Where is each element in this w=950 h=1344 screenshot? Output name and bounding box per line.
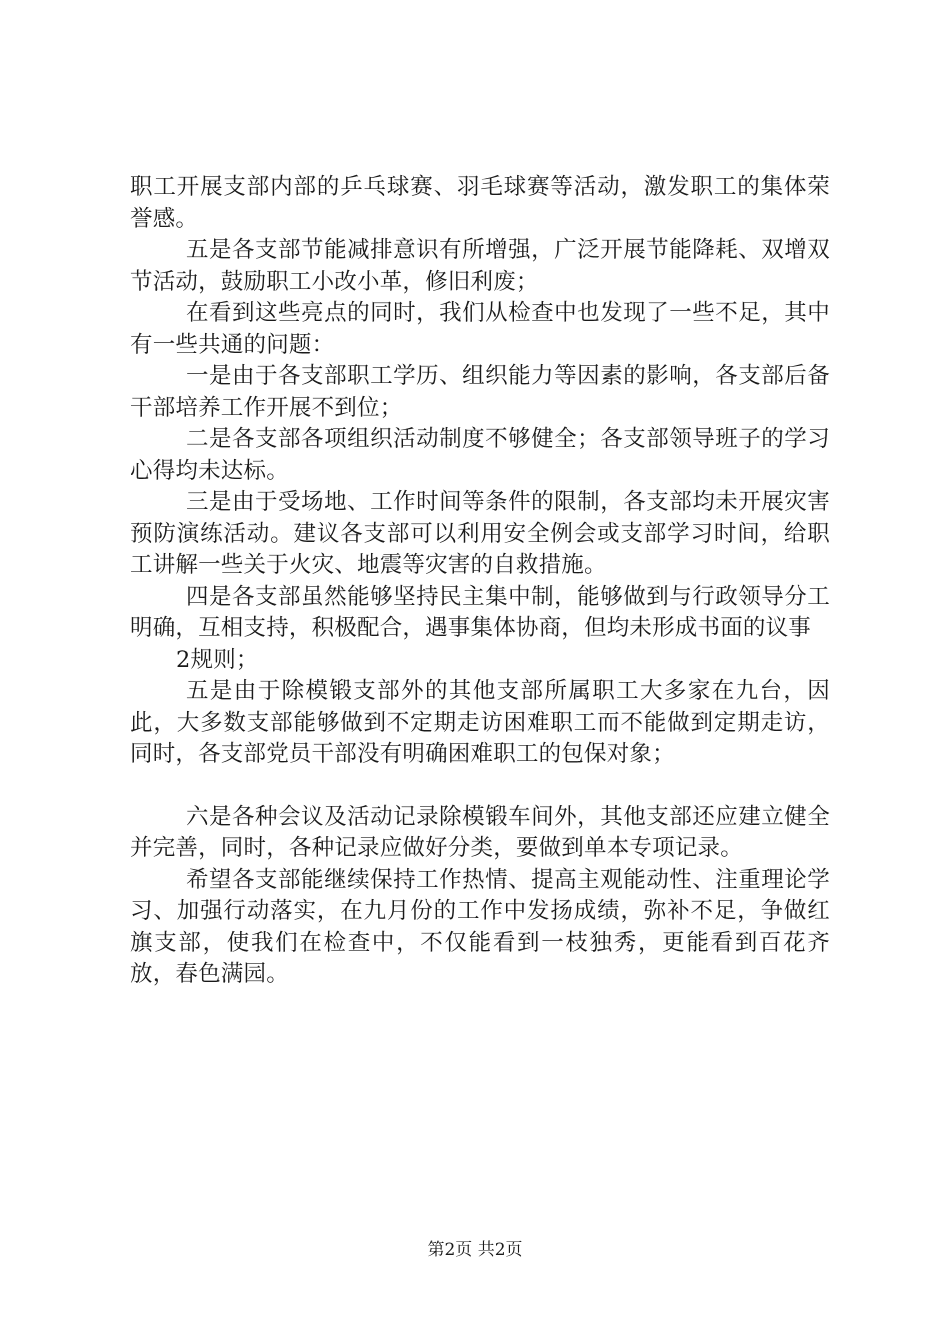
paragraph-issue-two: 二是各支部各项组织活动制度不够健全；各支部领导班子的学习心得均未达标。 [130, 426, 830, 484]
paragraph-issue-one: 一是由于各支部职工学历、组织能力等因素的影响，各支部后备干部培养工作开展不到位； [130, 363, 830, 421]
paragraph-issue-five: 五是由于除模锻支部外的其他支部所属职工大多家在九台，因此，大多数支部能够做到不定期走访困难职工而不能做到定期走访，同时，各支部党员干部没有明确困难职工的包保对象； [130, 678, 830, 767]
paragraph-continuation: 职工开展支部内部的乒乓球赛、羽毛球赛等活动，激发职工的集体荣誉感。 [130, 174, 830, 232]
page-footer: 第2页 共2页 [427, 1240, 523, 1260]
paragraph-issue-three: 三是由于受场地、工作时间等条件的限制，各支部均未开展灾害预防演练活动。建议各支部可以利用安全例会或支部学习时间，给职工讲解一些关于火灾、地震等灾害的自救措施。 [130, 489, 830, 578]
paragraph-issue-four: 四是各支部虽然能够坚持民主集中制，能够做到与行政领导分工明确，互相支持，积极配合，遇事集体协商，但均未形成书面的议事 [130, 583, 830, 641]
paragraph-closing: 希望各支部能继续保持工作热情、提高主观能动性、注重理论学习、加强行动落实，在九月份的工作中发扬成绩，弥补不足，争做红旗支部，使我们在检查中，不仅能看到一枝独秀，更能看到百花齐放，春色满园。 [130, 866, 830, 987]
document-body [130, 172, 830, 991]
paragraph-energy-saving: 五是各支部节能减排意识有所增强，广泛开展节能降耗、双增双节活动，鼓励职工小改小革，修旧利废； [130, 237, 830, 295]
paragraph-shortcomings-intro: 在看到这些亮点的同时，我们从检查中也发现了一些不足，其中有一些共通的问题： [130, 300, 830, 358]
paragraph-rules-fragment: 2规则； [176, 646, 259, 673]
paragraph-gap [130, 771, 830, 802]
paragraph-issue-six: 六是各种会议及活动记录除模锻车间外，其他支部还应建立健全并完善，同时，各种记录应做好分类，要做到单本专项记录。 [130, 803, 830, 861]
